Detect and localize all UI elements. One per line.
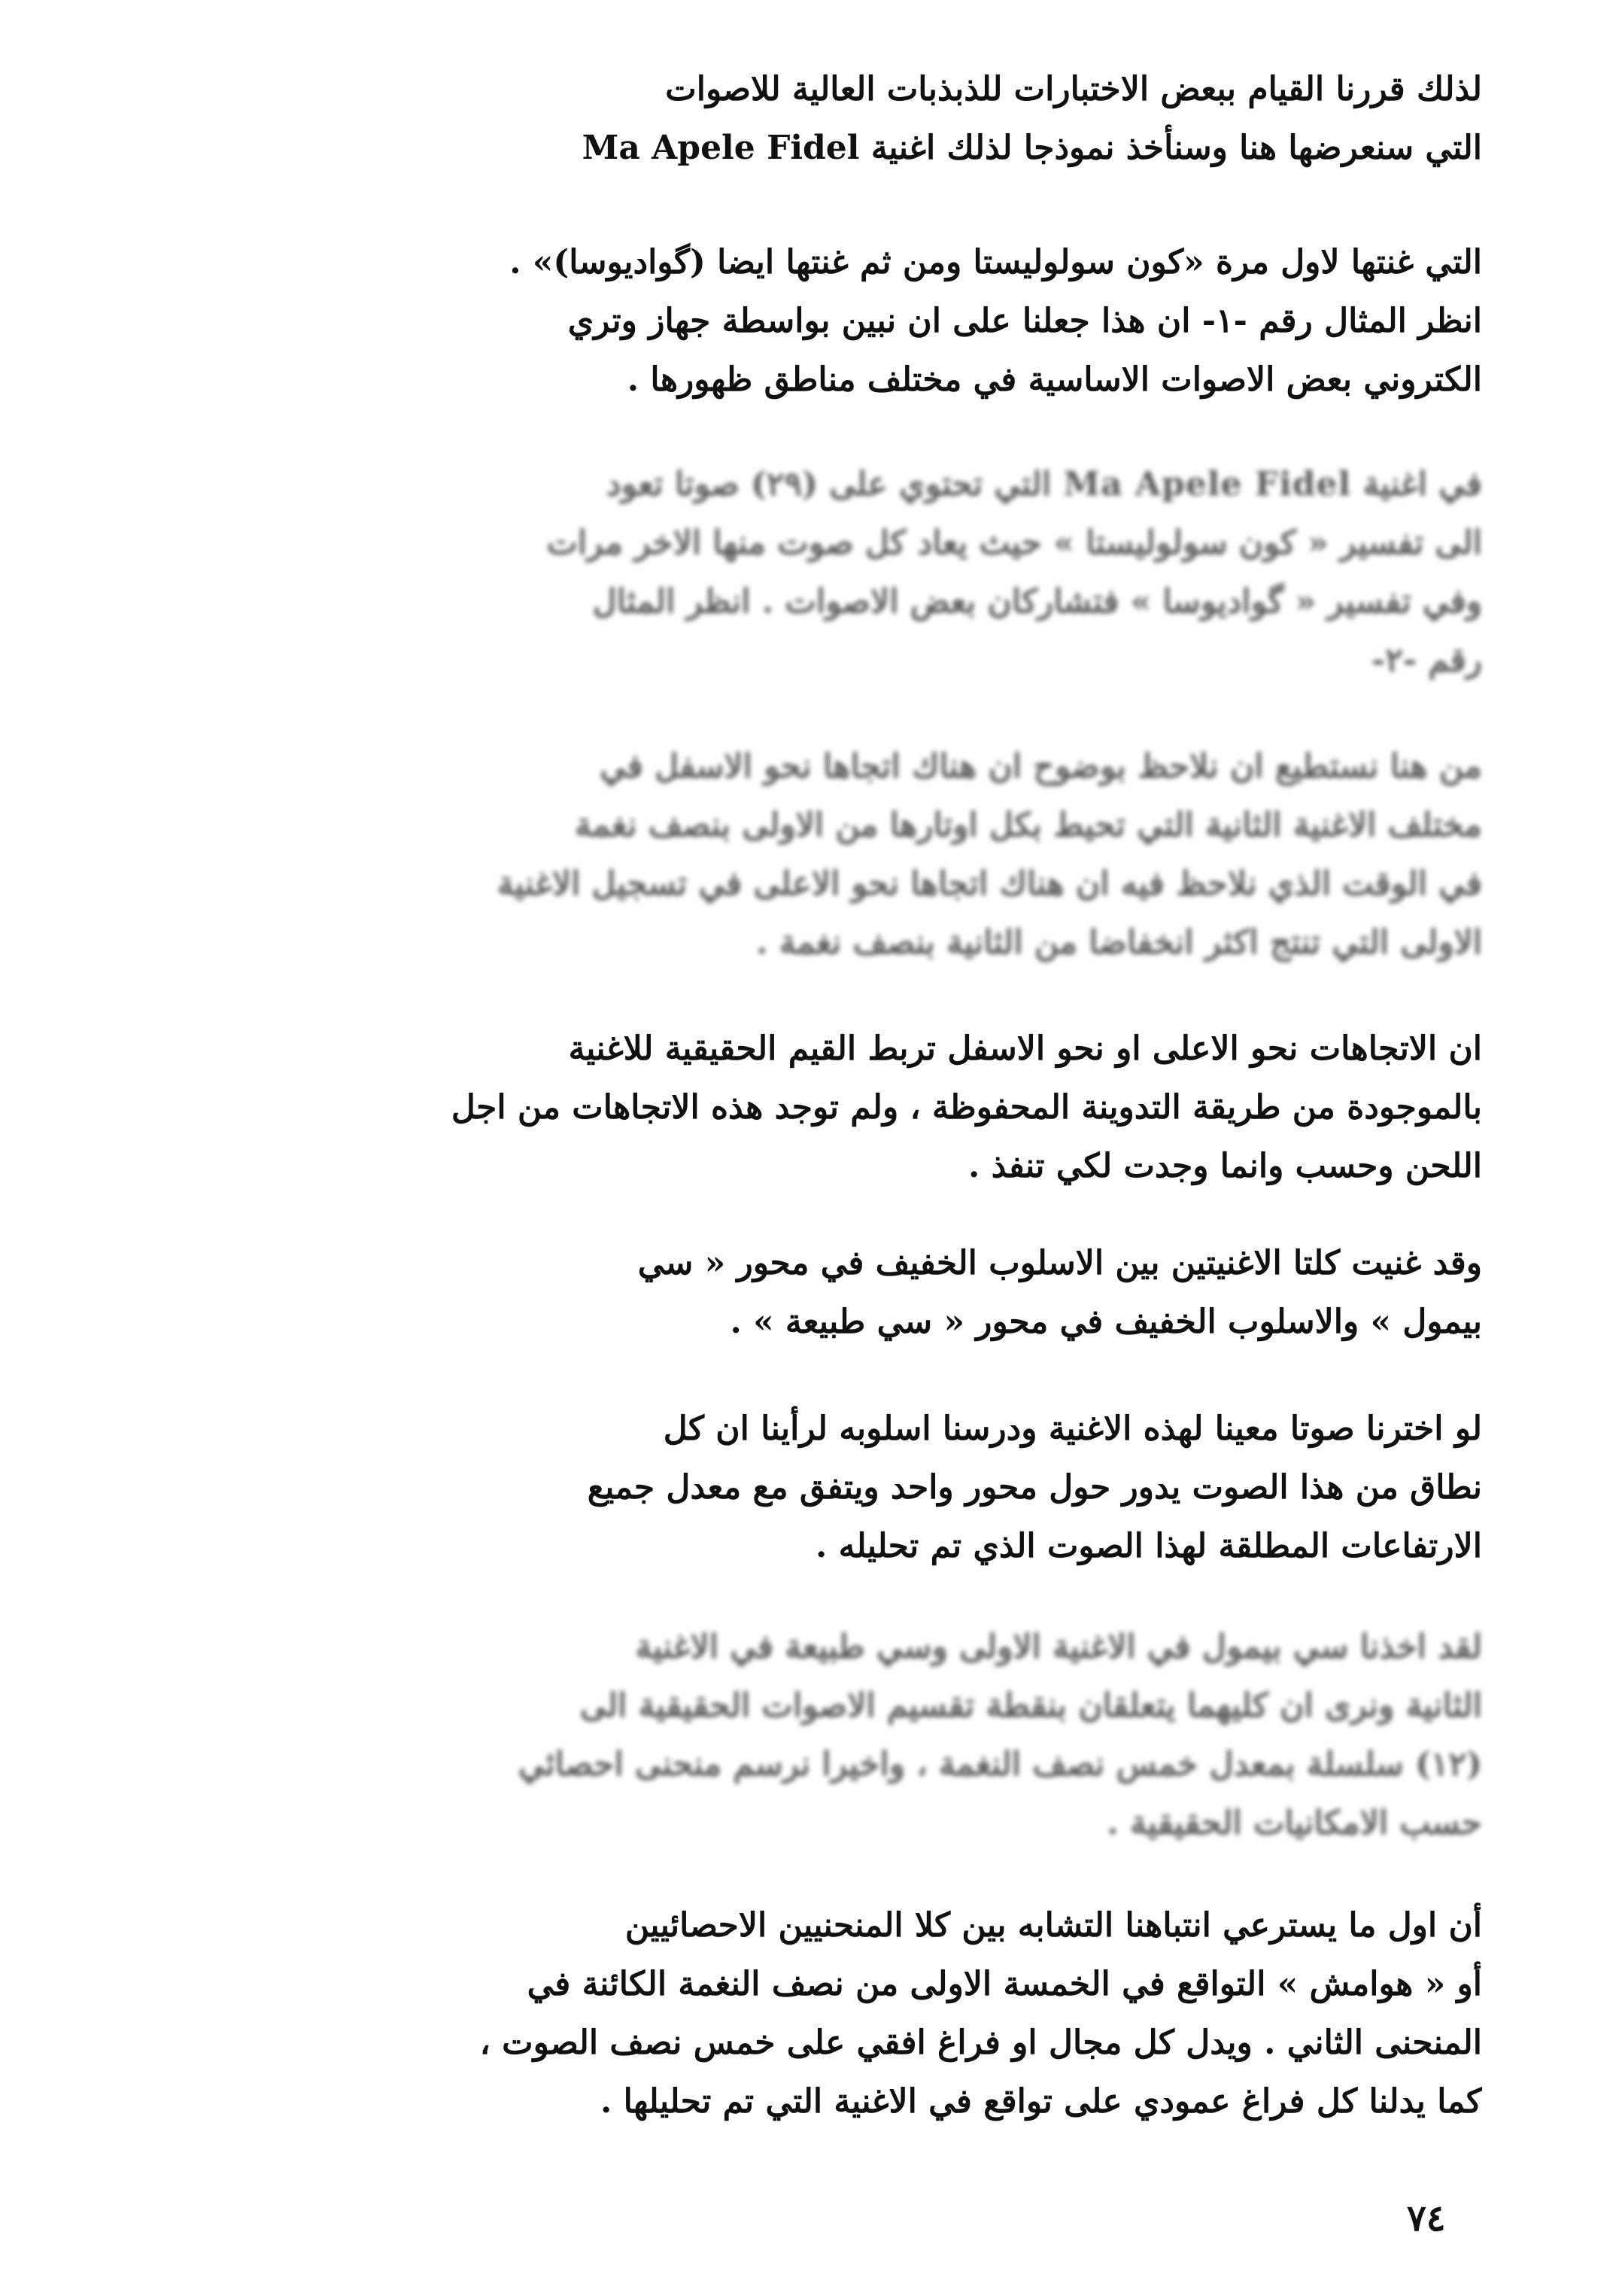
paragraph-2	[158, 233, 1482, 409]
paragraph-1	[158, 60, 1482, 178]
text-line: مختلف الاغنية الثانية التي تحيط بكل اوتارها من الاولى بنصف نغمة	[574, 806, 1482, 844]
text-line: وقد غنيت كلتا الاغنيتين بين الاسلوب الخفيف في محور « سي	[637, 1244, 1482, 1282]
paragraph-9	[158, 1896, 1482, 2131]
text-line: التي سنعرضها هنا وسنأخذ نموذجا لذلك اغنية Ma Apele Fidel	[582, 129, 1482, 167]
text-line: لقد اخذنا سي بيمول في الاغنية الاولى وسي طبيعة في الاغنية	[635, 1628, 1482, 1666]
text-line: المنحنى الثاني . ويدل كل مجال او فراغ افقي على خمس نصف الصوت ،	[479, 2024, 1482, 2062]
paragraph-3	[158, 455, 1482, 690]
text-line: لو اخترنا صوتا معينا لهذه الاغنية ودرسنا اسلوبه لرأينا ان كل	[663, 1410, 1482, 1448]
paragraph-7	[158, 1400, 1482, 1576]
text-line: كما يدلنا كل فراغ عمودي على تواقع في الاغنية التي تم تحليلها .	[600, 2082, 1482, 2121]
text-line: (١٢) سلسلة بمعدل خمس نصف النغمة ، واخيرا نرسم منحنى احصائي	[518, 1745, 1482, 1784]
text-line: حسب الامكانيات الحقيقية .	[1107, 1804, 1482, 1842]
text-line: بيمول » والاسلوب الخفيف في محور « سي طبيعة » .	[730, 1303, 1482, 1341]
text-line: في الوقت الذي نلاحظ فيه ان هناك اتجاها نحو الاعلى في تسجيل الاغنية	[497, 865, 1482, 903]
paragraph-5	[158, 1020, 1482, 1196]
text-line: ان الاتجاهات نحو الاعلى او نحو الاسفل تربط القيم الحقيقية للاغنية	[568, 1029, 1482, 1068]
text-line: الارتفاعات المطلقة لهذا الصوت الذي تم تحليله .	[816, 1527, 1482, 1565]
paragraph-6	[158, 1234, 1482, 1352]
text-line: وفي تفسير « گواديوسا » فتشاركان بعض الاصوات . انظر المثال	[592, 582, 1482, 621]
text-line: لذلك قررنا القيام ببعض الاختبارات للذبذبات العالية للاصوات	[665, 70, 1482, 108]
text-line: نطاق من هذا الصوت يدور حول محور واحد ويتفق مع معدل جميع	[587, 1468, 1482, 1507]
text-line: الثانية ونرى ان كليهما يتعلقان بنقطة تقسيم الاصوات الحقيقية الى	[579, 1686, 1482, 1725]
text-line: التي غنتها لاول مرة «كون سولوليستا ومن ثم غنتها ايضا (گواديوسا)» .	[509, 243, 1482, 281]
text-line: الى تفسير « كون سولوليستا » حيث يعاد كل صوت منها الاخر مرات	[546, 524, 1482, 562]
text-line: اللحن وحسب وانما وجدت لكي تنفذ .	[967, 1147, 1482, 1185]
text-line: الكتروني بعض الاصوات الاساسية في مختلف مناطق ظهورها .	[627, 360, 1482, 399]
page-number: ٧٤	[1407, 2197, 1446, 2240]
text-line: أو « هوامش » التواقع في الخمسة الاولى من نصف النغمة الكائنة في	[527, 1965, 1482, 2003]
text-line: بالموجودة من طريقة التدوينة المحفوظة ، ولم توجد هذه الاتجاهات من اجل	[451, 1088, 1482, 1127]
text-line: في اغنية Ma Apele Fidel التي تحتوي على (٢٩) صوتا تعود	[606, 465, 1482, 503]
paragraph-4	[158, 737, 1482, 972]
paragraph-8	[158, 1618, 1482, 1853]
text-line: انظر المثال رقم -١- ان هذا جعلنا على ان نبين بواسطة جهاز وتري	[567, 302, 1482, 340]
text-line: أن اول ما يسترعي انتباهنا التشابه بين كلا المنحنيين الاحصائيين	[624, 1906, 1482, 1945]
text-line: الاولى التي تنتج اكثر انخفاضا من الثانية بنصف نغمة .	[756, 923, 1482, 962]
text-line: رقم -٢-	[1371, 641, 1482, 680]
text-line: من هنا نستطيع ان نلاحظ بوضوح ان هناك اتجاها نحو الاسفل في	[600, 747, 1482, 786]
